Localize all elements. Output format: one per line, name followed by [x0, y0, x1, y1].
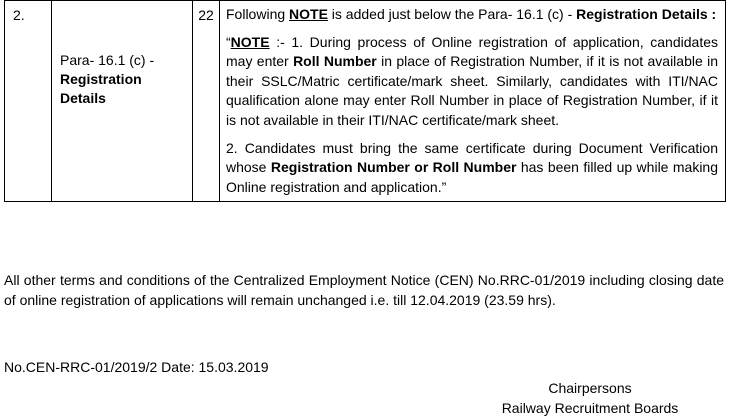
intro-text-b: is added just below the Para- 16.1 (c) -: [327, 6, 577, 22]
point-two-text-b: has been filled up while making Online registration and application.”: [226, 159, 719, 195]
amendment-cell: [220, 1, 726, 202]
signature-organization: Railway Recruitment Boards: [501, 400, 679, 416]
reference-number: No.CEN-RRC-01/2019/2 Date: 15.03.2019: [4, 359, 269, 375]
note-roll-number: Roll Number: [293, 53, 377, 70]
amendment-intro: [226, 5, 718, 25]
para-title-line2: Details: [60, 90, 106, 106]
signature-title: Chairpersons: [548, 380, 632, 396]
serial-number-cell: [5, 1, 52, 202]
terms-paragraph: All other terms and conditions of the Centralized Employment Notice (CEN) No.RRC-01/2019 including closing date of online registration of applications will remain unchanged i.e. till 12.04.2019 (23.59 hrs).: [4, 272, 724, 308]
intro-bold-title: Registration Details :: [576, 6, 717, 22]
point-two-bold: Registration Number or Roll Number: [270, 159, 517, 176]
note-text-a: :- 1. During process of Online registration of application, candidates may enter: [226, 33, 718, 70]
table-row: [5, 1, 726, 202]
note-label: NOTE: [230, 33, 270, 50]
note-text-b: in place of Registration Number, if it is not available in their SSLC/Matric certificate/mark sheet. Similarly, candidates with ITI/NAC qualification alone may enter Roll Number in place of Registration Number, if it is not available in their ITI/NAC certificate/mark sheet.: [226, 53, 719, 128]
serial-number: 2.: [13, 7, 25, 23]
page-number: 22: [198, 7, 214, 23]
intro-note-word: NOTE: [289, 6, 328, 22]
amendment-table: [4, 0, 726, 202]
intro-text-a: Following: [226, 6, 290, 22]
note-open-quote: “: [226, 33, 231, 50]
para-reference-cell: [52, 1, 193, 202]
page-number-cell: [193, 1, 220, 202]
point-two-paragraph: [226, 139, 718, 198]
point-two-text-a: 2. Candidates must bring the same certificate during Document Verification whose: [226, 139, 718, 176]
para-reference: Para- 16.1 (c) -: [60, 52, 155, 68]
para-title-line1: Registration: [60, 71, 142, 87]
note-paragraph: [226, 33, 718, 131]
